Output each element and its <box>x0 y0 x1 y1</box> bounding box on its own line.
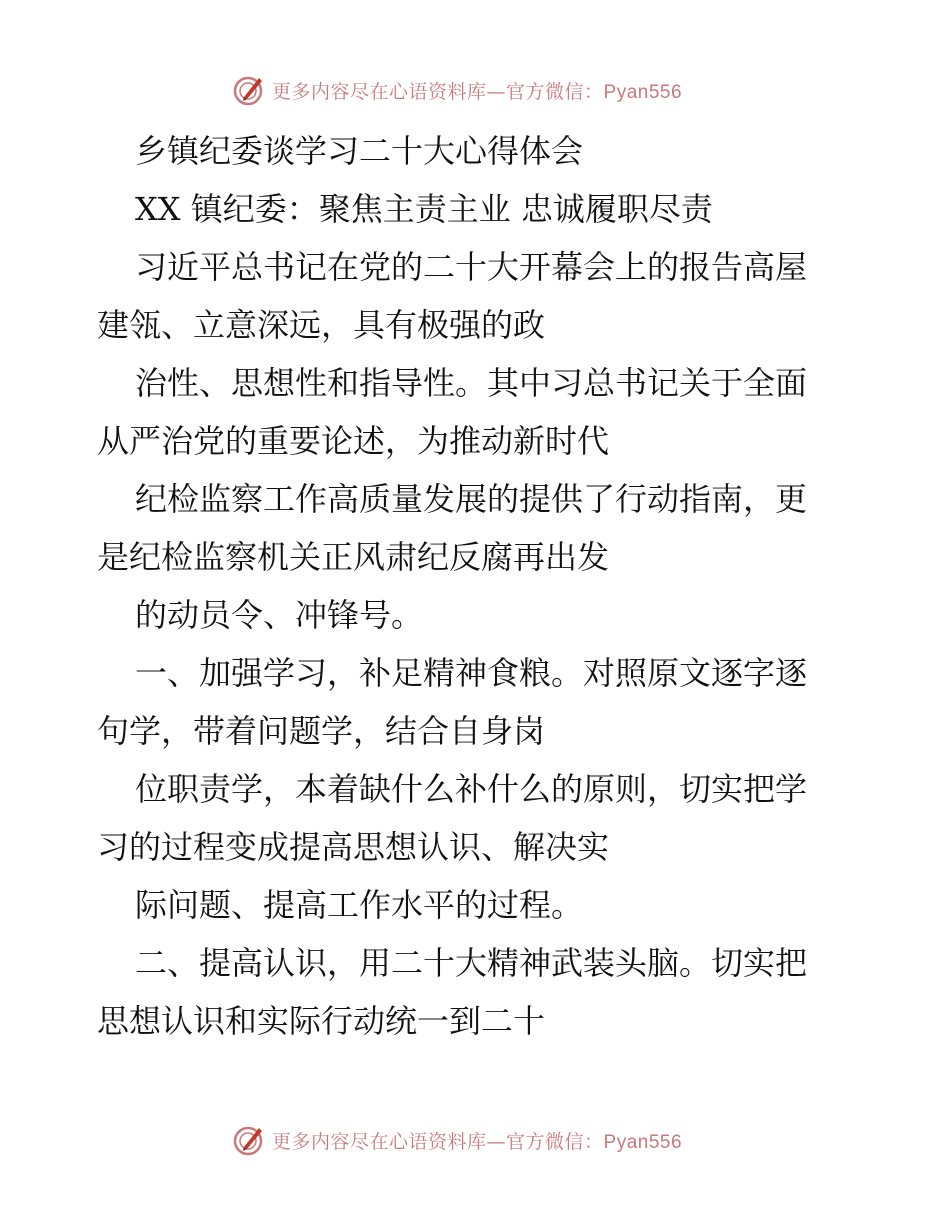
text-line: 句学，带着问题学，结合自身岗 <box>97 712 546 750</box>
text-line: 建瓴、立意深远，具有极强的政 <box>97 306 546 344</box>
quill-pen-logo-icon <box>232 73 266 107</box>
text-line: 习的过程变成提高思想认识、解决实 <box>97 828 610 866</box>
text-line: 从严治党的重要论述，为推动新时代 <box>97 422 610 460</box>
footer-watermark <box>232 1120 732 1160</box>
text-line: XX 镇纪委：聚焦主责主业 忠诚履职尽责 <box>135 190 713 228</box>
text-line: 乡镇纪委谈学习二十大心得体会 <box>135 132 584 170</box>
text-line: 是纪检监察机关正风肃纪反腐再出发 <box>97 538 610 576</box>
text-line: 治性、思想性和指导性。其中习总书记关于全面 <box>135 364 808 402</box>
watermark-prefix: 更多内容尽在心语资料库—官方微信： <box>272 80 604 103</box>
text-line: 位职责学，本着缺什么补什么的原则，切实把学 <box>135 770 808 808</box>
text-line: 纪检监察工作高质量发展的提供了行动指南，更 <box>135 480 808 518</box>
text-line: 二、提高认识，用二十大精神武装头脑。切实把 <box>135 944 808 982</box>
text-line: 的动员令、冲锋号。 <box>135 596 424 634</box>
text-line: 思想认识和实际行动统一到二十 <box>97 1002 546 1040</box>
watermark-prefix: 更多内容尽在心语资料库—官方微信： <box>272 1130 604 1153</box>
watermark-contact: Pyan556 <box>603 81 683 103</box>
quill-pen-logo-icon <box>232 1123 266 1157</box>
text-line: 习近平总书记在党的二十大开幕会上的报告高屋 <box>135 248 808 286</box>
document-body <box>97 122 852 1050</box>
text-line: 际问题、提高工作水平的过程。 <box>135 886 584 924</box>
header-watermark <box>232 70 732 110</box>
text-line: 一、加强学习，补足精神食粮。对照原文逐字逐 <box>135 654 808 692</box>
watermark-contact: Pyan556 <box>603 1131 683 1153</box>
